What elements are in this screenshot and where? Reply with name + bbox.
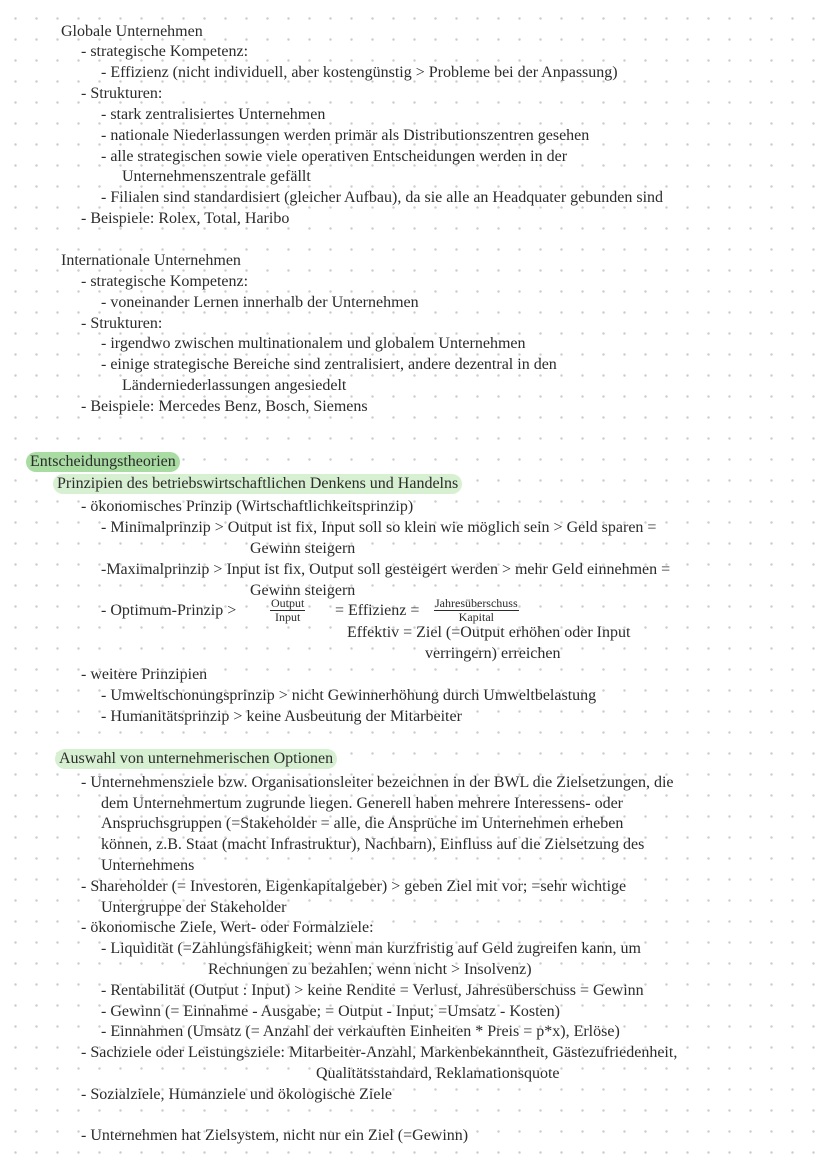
options-line: - ökonomische Ziele, Wert- oder Formalziele: [81,919,374,936]
output-input-fraction [270,597,305,624]
options-line: dem Unternehmertum zugrunde liegen. Generell haben mehrere Interessens- oder [101,795,623,812]
decision-line: Gewinn steigern [250,582,356,599]
decision-line: Effektiv = Ziel (=Output erhöhen oder Input [347,624,631,641]
global-line: - Filialen sind standardisiert (gleicher Aufbau), da sie alle an Headquater gebunden sind [101,189,664,206]
international-line: - irgendwo zwischen multinationalem und globalem Unternehmen [101,335,526,352]
options-line: - Gewinn (= Einnahme - Ausgabe; = Output - Input; =Umsatz - Kosten) [101,1003,560,1020]
fraction-numerator: Jahresüberschuss [435,596,518,610]
options-line: Rechnungen zu bezahlen; wenn nicht > Insolvenz) [208,961,532,978]
international-line: Länderniederlassungen angesiedelt [122,377,347,394]
options-line: können, z.B. Staat (macht Infrastruktur), Nachbarn), Einfluss auf die Zielsetzung des [101,836,645,853]
decision-line: - Minimalprinzip > Output ist fix, Input soll so klein wie möglich sein > Geld sparen = [101,519,657,536]
options-line: - Sozialziele, Humanziele und ökologische Ziele [81,1086,392,1103]
optimum-effizienz: = Effizienz = [335,602,420,619]
optimum-label: - Optimum-Prinzip > [101,602,237,619]
global-title: Globale Unternehmen [61,23,203,40]
global-line: - Strukturen: [81,85,163,102]
global-line: - Beispiele: Rolex, Total, Haribo [81,210,290,227]
global-line: - Effizienz (nicht individuell, aber kostengünstig > Probleme bei der Anpassung) [101,64,618,81]
decision-line: - Umweltschonungsprinzip > nicht Gewinnerhöhung durch Umweltbelastung [101,687,597,704]
decision-line: verringern) erreichen [425,645,561,662]
options-line: - Liquidität (=Zahlungsfähigkeit; wenn man kurzfristig auf Geld zugreifen kann, um [101,940,641,957]
effizienz-fraction [434,597,519,624]
options-line: - Einnahmen (Umsatz (= Anzahl der verkauften Einheiten * Preis = p*x), Erlöse) [101,1023,620,1040]
international-title: Internationale Unternehmen [61,252,241,269]
subsection-heading: Prinzipien des betriebswirtschaftlichen Denkens und Handelns [53,474,462,494]
global-line: Unternehmenszentrale gefällt [122,168,311,185]
options-line: - Sachziele oder Leistungsziele: Mitarbeiter-Anzahl, Markenbekanntheit, Gästezufriedenheit, [81,1044,678,1061]
options-line: - Shareholder (= Investoren, Eigenkapitalgeber) > geben Ziel mit vor; =sehr wichtige [81,878,627,895]
decision-line: - ökonomisches Prinzip (Wirtschaftlichkeitsprinzip) [81,498,414,515]
options-line: - Unternehmensziele bzw. Organisationsleiter bezeichnen in der BWL die Zielsetzungen, die [81,774,674,791]
international-line: - voneinander Lernen innerhalb der Unternehmen [101,294,419,311]
global-line: - nationale Niederlassungen werden primär als Distributionszentren gesehen [101,127,590,144]
section-heading: Entscheidungstheorien [26,452,180,472]
options-line: Anspruchsgruppen (=Stakeholder = alle, die Ansprüche im Unternehmen erheben [101,815,624,832]
fraction-denominator: Input [275,610,301,624]
decision-line: -Maximalprinzip > Input ist fix, Output soll gesteigert werden > mehr Geld einnehmen = [101,561,671,578]
options-line: Qualitätsstandard, Reklamationsquote [316,1065,560,1082]
fraction-denominator: Kapital [458,610,494,624]
international-line: - Beispiele: Mercedes Benz, Bosch, Siemens [81,398,368,415]
decision-line: - Humanitätsprinzip > keine Ausbeutung der Mitarbeiter [101,708,462,725]
fraction-numerator: Output [271,596,305,610]
options-line: - Unternehmen hat Zielsystem, nicht nur ein Ziel (=Gewinn) [81,1127,469,1144]
global-line: - strategische Kompetenz: [81,43,249,60]
international-line: - strategische Kompetenz: [81,273,249,290]
decision-line: - weitere Prinzipien [81,666,208,683]
global-line: - alle strategischen sowie viele operativen Entscheidungen werden in der [101,148,568,165]
options-line: Unternehmens [101,857,195,874]
international-line: - einige strategische Bereiche sind zentralisiert, andere dezentral in den [101,356,557,373]
global-line: - stark zentralisiertes Unternehmen [101,106,326,123]
options-line: Untergruppe der Stakeholder [101,899,287,916]
decision-line: Gewinn steigern [250,540,356,557]
international-line: - Strukturen: [81,315,163,332]
options-line: - Rentabilität (Output : Input) > keine Rendite = Verlust, Jahresüberschuss = Gewinn [101,982,644,999]
section-heading: Auswahl von unternehmerischen Optionen [55,749,337,769]
